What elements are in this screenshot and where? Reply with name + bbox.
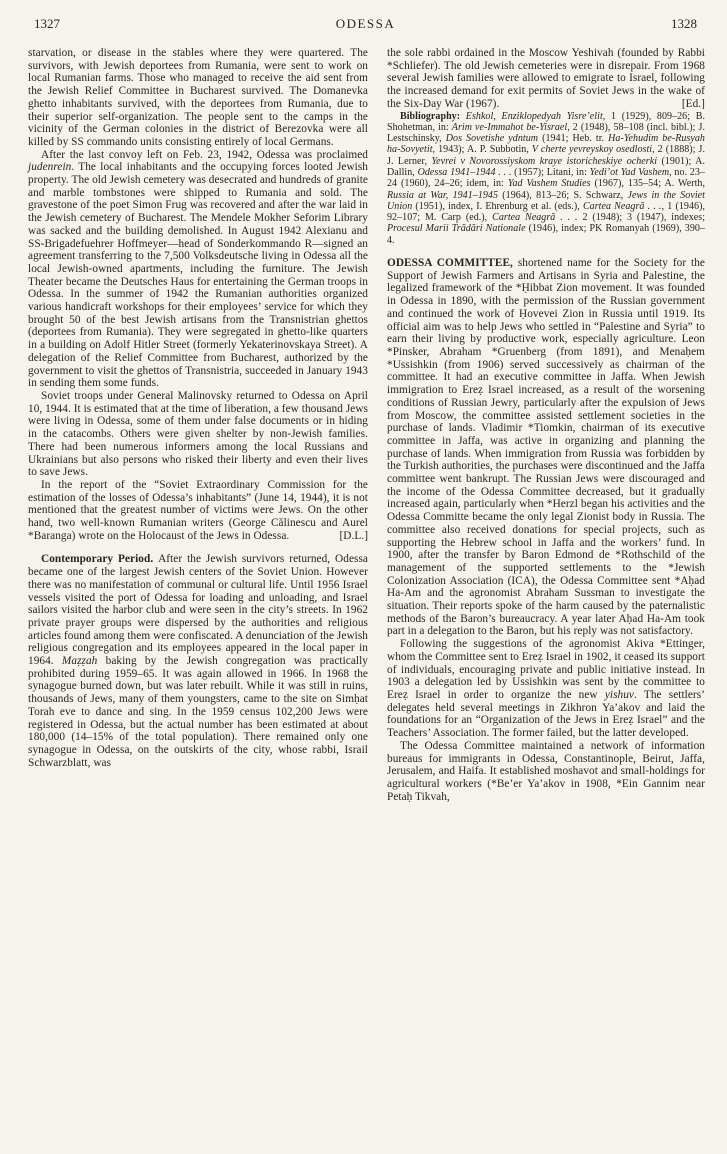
text-segment: Bibliography:: [400, 110, 461, 122]
text-segment: baking by the Jewish congregation was practically prohibited during 1959–65. It was again allowed in 1966. In 1968 the synagogue burned down, but was later rebuilt. While it was still in ruins, thousands of Jews, many of them youngsters, came to the site on Simḥat Torah eve to dance and sing. In the 1959 census 102,200 Jews were registered in Odessa, but the actual number has been estimated at about 180,000 (14–15% of the total population). There remained only one synagogue in Odessa, on the outskirts of the city, whose rabbi, Israil Schwarzblatt, was: [28, 655, 369, 769]
text-segment: Yad Vashem Studies: [507, 178, 591, 190]
text-segment: V cherte yevreyskoy osedlosti,: [531, 144, 655, 156]
text-segment: 1 (1929), 809–26; B. Shohetman, in:: [387, 110, 705, 133]
text-segment: Odessa 1941–1944 . . .: [417, 167, 512, 178]
text-segment: judenrein: [28, 161, 72, 174]
text-segment: (1946), index; PK Romanyah (1969), 390–4.: [387, 223, 705, 246]
text-segment: The Odessa Committee maintained a network of information bureaus for immigrants in Odessa, Constantinople, Beirut, Jaffa, Jerusalem, and Haifa. It established moshavot and small-holdings for agricultural workers (*Be’er Ya’akov in 1908, *Ein Gannim near Petaḥ Tikvah,: [387, 739, 705, 803]
text-segment: After the last convoy left on Feb. 23, 1942, Odessa was proclaimed: [41, 148, 368, 161]
text-segment: shortened name for the Society for the Support of Jewish Farmers and Artisans in Syria and Palestine, the legalized framework of the *Ḥibbat Zion movement. It was founded in Odessa in 1890, with the permission of the Russian government and continued the work of Ḥovevei Zion in Russia until 1919. Its official aim was to help Jews who settled in “Palestine and Syria” to earn their living by productive work, especially agriculture. Leon *Pinsker, Abraham *Gruenberg (from 1891), and Menaḥem *Ussishkin (from 1906) served successively as chairman of the committee. It had an executive committee in Jaffa. When Jewish immigration to Ereẓ Israel increased, as a result of the worsening conditions of Russian Jewry, particularly after the expulsion of Jews from Moscow, the committee assisted settlement societies in the purchase of lands. Vladimir *Tiomkin, chairman of its executive committee in Jaffa, was active in organizing and planning the purchase of lands. When immigration from Russia was forbidden by the Turkish authorities, the purchases were discontinued and the Jaffa committee went bankrupt. The Russian Jews were discouraged and the income of the Odessa Committee decreased, but it gradually increased again, particularly when *Herzl began his activities and the Odessa Committe became the only legal Zionist body in Russia. The committee also received donations for special projects, such as supporting the Hebrew school in Jaffa and the workers’ fund. In 1900, after the transfer by Baron Edmond de *Rothschild of the management of the supported settlements to the *Jewish Colonization Association (ICA), the Odessa Committee sent *Aḥad Ha-Am and the agronomist Abraham Sussman to investigate the situation. Their reports spoke of the harm caused by the paternalistic methods of the Baron’s bureaucracy. A year later Aḥad Ha-Am took part in a delegation to the Baron, but his reply was not satisfactory.: [387, 257, 706, 638]
text-segment: no. 23–24 (1960), 24–26; idem, in:: [387, 167, 705, 190]
paragraph-judenrein: [28, 149, 368, 390]
left-page-number: 1327: [34, 16, 60, 31]
paragraph-ettinger: [387, 638, 705, 740]
text-segment: In the report of the “Soviet Extraordinary Commission for the estimation of the losses of Odessa’s inhabitants” (June 14, 1944), it is not mentioned that the greatest number of victims were Jews. On the other hand, two well-known Rumanian writers (George Călinescu and Aurel *Baranga) wrote on the Holocaust of the Jews in Odessa.: [28, 478, 368, 542]
right-column: [387, 47, 705, 803]
text-segment: Arim ve-Immahot be-Yisrael,: [451, 121, 570, 133]
text-segment: (1901); A. Dallin,: [387, 155, 705, 178]
text-segment: Eshkol, Enziklopedyah Yisre’elit,: [465, 110, 606, 122]
text-segment: Procesul Marii Trădări Nationale: [387, 223, 526, 235]
text-segment: Russia at War, 1941–1945: [387, 189, 499, 201]
text-segment: . The settlers’ delegates held several meetings in Zikhron Ya’akov and laid the foundations for an “Organization of the Jews in Ereẓ Israel” and the Teachers’ Association. The former failed, but the latter developed.: [387, 688, 705, 740]
text-segment: Following the suggestions of the agronomist Akiva *Ettinger, whom the Committee sent to Ereẓ Israel in 1902, it ceased its support of individuals, encouraging private and public initiative instead. In 1903 a delegation led by Ussishkin was sent by the committee to Ereẓ Israel in order to organize the new: [387, 638, 705, 701]
left-column: [28, 47, 368, 803]
paragraph-liberation: [28, 390, 368, 479]
text-segment: (1957); Litani, in:: [511, 167, 590, 178]
text-segment: 2 (1948); 3 (1947), indexes;: [582, 212, 706, 224]
paragraph-information-bureaus: [387, 740, 705, 804]
text-segment: Soviet troops under General Malinovsky returned to Odessa on April 10, 1944. It is estimated that at the time of liberation, a few thousand Jews were living in Odessa, some of them under false documents or in hiding in the catacombs. Others were given shelter by non-Jewish families. There had been numerous informers among the local Russians and Ukrainians but also persons who risked their liberty and even their lives to save Jews.: [28, 389, 368, 479]
text-segment: yishuv: [604, 688, 634, 701]
text-segment: Ha-Yehudim be-Rusyah ha-Sovyetit,: [387, 133, 705, 156]
text-segment: . The local inhabitants and the occupying forces looted Jewish property. The old Jewish cemetery was desecrated and hundreds of granite and marble tombstones were shipped to Rumania and sold. The gravestone of the poet Simon Frug was recovered and after the war laid in the Jewish cemetery of Bucharest. The Mendele Mokher Seforim Library was sacked and the building demolished. In August 1942 Alexianu and SS-Brigadefuehrer Hoffmeyer—head of Sonderkommando R—signed an agreement transferring to the 7,500 Volksdeutsche living in Odessa all the local Jewish-owned apartments, including the furniture. The Jewish Theater became the Deutsches Haus for entertaining the German troops in Odessa. In the summer of 1942 the Rumanian authorities organized various handicraft workshops for their employees’ service for which they brought 50 of the best Jewish artisans from the Transnistrian ghettos (deportees from Rumania). They were segregated in ghetto-like quarters in a building on Adolf Hitler Street (formerly Yekaterinovskaya Street). A delegation of the Relief Committee from Bucharest, authorized by the government to visit the ghettos of Transnistria, succeeded in January 1943 in sending them some funds.: [28, 161, 368, 390]
text-columns: [28, 47, 705, 803]
right-page-number: 1328: [670, 16, 697, 31]
text-segment: (1951), index, I. Ehrenburg et al. (eds.),: [412, 200, 583, 212]
text-segment: [Ed.]: [681, 97, 705, 110]
text-segment: the sole rabbi ordained in the Moscow Yeshivah (founded by Rabbi *Schliefer). The old Jewish cemeteries were in disrepair. From 1968 several Jewish families were allowed to emigrate to Israel, following the increased demand for exit permits of Soviet Jews in the wake of the Six-Day War (1967).: [387, 47, 705, 110]
text-segment: Maẓẓah: [61, 655, 98, 668]
paragraph-sole-rabbi: [387, 47, 705, 111]
text-segment: starvation, or disease in the stables where they were quartered. The survivors, with Jewish deportees from Rumania, were sent to work on local Rumanian farms. Those who managed to receive the aid sent from the Jewish Relief Committee in Bucharest survived. The Domanevka ghetto inhabitants survived, with the deportees from Rumania, due to their superior self-organization. The people sent to the camps in the vicinity of the German colonies in the district of Berezovka were all killed by SS commando units consisting entirely of local Germans.: [28, 47, 368, 148]
text-segment: Jews in the Soviet Union: [387, 189, 705, 212]
page-header: [28, 16, 705, 32]
text-segment: 2 (1948), 58–108 (incl. bibl.); J. Lestschinsky,: [387, 121, 706, 145]
text-segment: Contemporary Period.: [41, 553, 159, 566]
text-segment: (1964), 813–26; S. Schwarz,: [498, 189, 628, 201]
paragraph-bibliography: [387, 111, 705, 247]
page-title: ODESSA: [335, 16, 396, 31]
text-segment: Yedi’ot Yad Vashem,: [589, 167, 672, 178]
text-segment: Cartea Neagră . . .,: [582, 200, 665, 212]
text-segment: 2 (1888); J. J. Lerner,: [387, 144, 705, 167]
paragraph-odessa-committee-entry: [387, 257, 705, 638]
text-segment: Yevrei v Novorossiyskom kraye istoricheskiye ocherki: [431, 155, 658, 167]
paragraph-contemporary-period: [28, 553, 368, 769]
paragraph-commission-report: [28, 479, 368, 543]
text-segment: (1967), 135–54; A. Werth,: [590, 178, 706, 190]
text-segment: After the Jewish survivors returned, Odessa became one of the largest Jewish centers of the Soviet Union. However there was no manifestation of communal or cultural life. Until 1956 Israel vessels visited the port of Odessa for loading and unloading, and Israel sailors visited the harbor club and were seen in the city’s streets. In 1962 private prayer groups were dispersed by the authorities and religious articles found among them were confiscated. A denunciation of the Jewish religious congregation and its employees appeared in the local paper in 1964.: [28, 553, 368, 668]
text-segment: ODESSA COMMITTEE,: [387, 257, 518, 270]
text-segment: 1943); A. P. Subbotin,: [435, 144, 532, 156]
text-segment: (1941; Heb. tr.: [538, 133, 609, 145]
paragraph-holocaust-continuation: [28, 47, 368, 149]
text-segment: [D.L.]: [339, 529, 368, 542]
text-segment: 1 (1946), 92–107; M. Carp (ed.),: [387, 200, 706, 224]
text-segment: Cartea Neagră . . .: [492, 212, 583, 224]
text-segment: Dos Sovetishe ydntum: [445, 133, 539, 145]
